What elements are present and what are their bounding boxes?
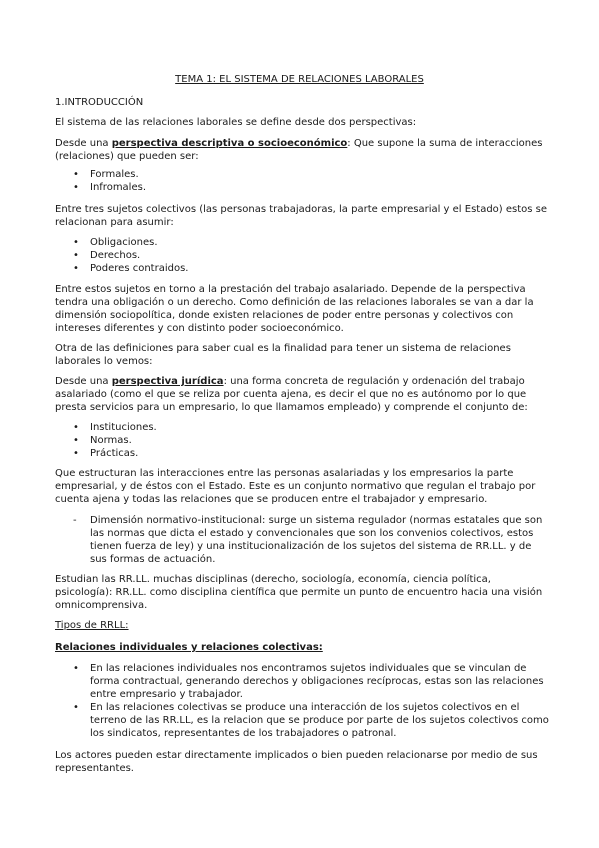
paragraph-text: Desde una	[55, 376, 112, 387]
list-item-text: Instituciones.	[90, 422, 157, 433]
list-item	[55, 662, 550, 701]
list-item	[55, 421, 550, 434]
list-item	[55, 701, 550, 740]
emphasis-term: perspectiva descriptiva o socioeconómico	[111, 138, 348, 149]
emphasis-term: perspectiva jurídica	[111, 376, 224, 387]
paragraph: Que estructuran las interacciones entre las personas asalariadas y los empresarios la parte empresarial, y de éstos con el Estado. Este es un conjunto normativo que regulan el trabajo por cuenta ajena y todas las relaciones que se producen entre el trabajador y empresario.	[55, 468, 536, 505]
list-item-text: Normas.	[90, 435, 132, 446]
bullet-list	[55, 168, 550, 194]
bullet-marker: •	[73, 182, 79, 193]
list-item-text: En las relaciones individuales nos encontramos sujetos individuales que se vinculan de forma contractual, generando derechos y obligaciones recíprocas, estas son las relaciones entre empresario y trabajador.	[90, 663, 544, 700]
paragraph-text: : Que supone la suma de interacciones (relaciones) que pueden ser:	[55, 138, 543, 162]
bullet-list	[55, 662, 550, 740]
list-item-text: Prácticas.	[90, 448, 139, 459]
bullet-marker: •	[73, 422, 79, 433]
paragraph	[55, 137, 550, 163]
bullet-marker: •	[73, 263, 79, 274]
list-item	[55, 434, 550, 447]
paragraph: Entre tres sujetos colectivos (las personas trabajadoras, la parte empresarial y el Estado) estos se relacionan para asumir:	[55, 204, 548, 228]
bullet-marker: •	[73, 435, 79, 446]
section-heading: 1.INTRODUCCIÓN	[55, 97, 144, 108]
list-item-text: En las relaciones colectivas se produce una interacción de los sujetos colectivos en el terreno de las RR.LL, es la relacion que se produce por parte de los sujetos colectivos como los sindicatos, representantes de los trabajadores o patronal.	[90, 702, 549, 739]
paragraph-text: : una forma concreta de regulación y ordenación del trabajo asalariado (como el que se reliza por cuenta ajena, es decir el que no es autónomo por lo que presta servicios para un empresario, lo que llamamos empleado) y comprende el conjunto de:	[55, 376, 528, 413]
bullet-list	[55, 236, 550, 275]
list-item	[55, 514, 550, 566]
subheading: Tipos de RRLL:	[55, 620, 129, 631]
list-item	[55, 236, 550, 249]
list-item	[55, 181, 550, 194]
bullet-marker: •	[73, 448, 79, 459]
bullet-marker: •	[73, 663, 79, 674]
list-item	[55, 447, 550, 460]
list-item	[55, 262, 550, 275]
bullet-list	[55, 421, 550, 460]
paragraph: Entre estos sujetos en torno a la prestación del trabajo asalariado. Depende de la perspectiva tendra una obligación o un derecho. Como definición de las relaciones laborales se van a dar la dimensión sociopolítica, donde existen relaciones de poder entre personas y colectivos con intereses diferentes y con distinto poder socioeconómico.	[55, 284, 534, 334]
list-item-text: Obligaciones.	[90, 237, 158, 248]
list-item	[55, 249, 550, 262]
page-title: TEMA 1: EL SISTEMA DE RELACIONES LABORALES	[175, 74, 424, 85]
subheading-bold: Relaciones individuales y relaciones colectivas:	[55, 642, 323, 653]
bullet-marker: •	[73, 169, 79, 180]
tipos-section	[55, 619, 550, 775]
paragraph-text: Desde una	[55, 138, 112, 149]
paragraph: Otra de las definiciones para saber cual es la finalidad para tener un sistema de relaciones laborales lo vemos:	[55, 343, 511, 367]
paragraph: Estudian las RR.LL. muchas disciplinas (derecho, sociología, economía, ciencia política, psicología): RR.LL. como disciplina científica que permite un punto de encuentro hacia una visión omnicomprensiva.	[55, 574, 543, 611]
bullet-marker: •	[73, 237, 79, 248]
dash-list	[55, 514, 550, 566]
list-item-text: Derechos.	[90, 250, 141, 261]
paragraph	[55, 375, 550, 414]
list-item-text: Infromales.	[90, 182, 147, 193]
paragraph: El sistema de las relaciones laborales se define desde dos perspectivas:	[55, 117, 417, 128]
bullet-marker: •	[73, 250, 79, 261]
bullet-marker: •	[73, 702, 79, 713]
list-item-text: Poderes contraidos.	[90, 263, 189, 274]
list-item-text: Dimensión normativo-institucional: surge un sistema regulador (normas estatales que son las normas que dicta el estado y convencionales que son los convenios colectivos, estos tienen fuerza de ley) y una institucionalización de los sujetos del sistema de RR.LL. y de sus formas de actuación.	[90, 515, 543, 565]
list-item	[55, 168, 550, 181]
list-item-text: Formales.	[90, 169, 139, 180]
paragraph: Los actores pueden estar directamente implicados o bien pueden relacionarse por medio de sus representantes.	[55, 750, 538, 774]
dash-marker: -	[73, 515, 77, 526]
